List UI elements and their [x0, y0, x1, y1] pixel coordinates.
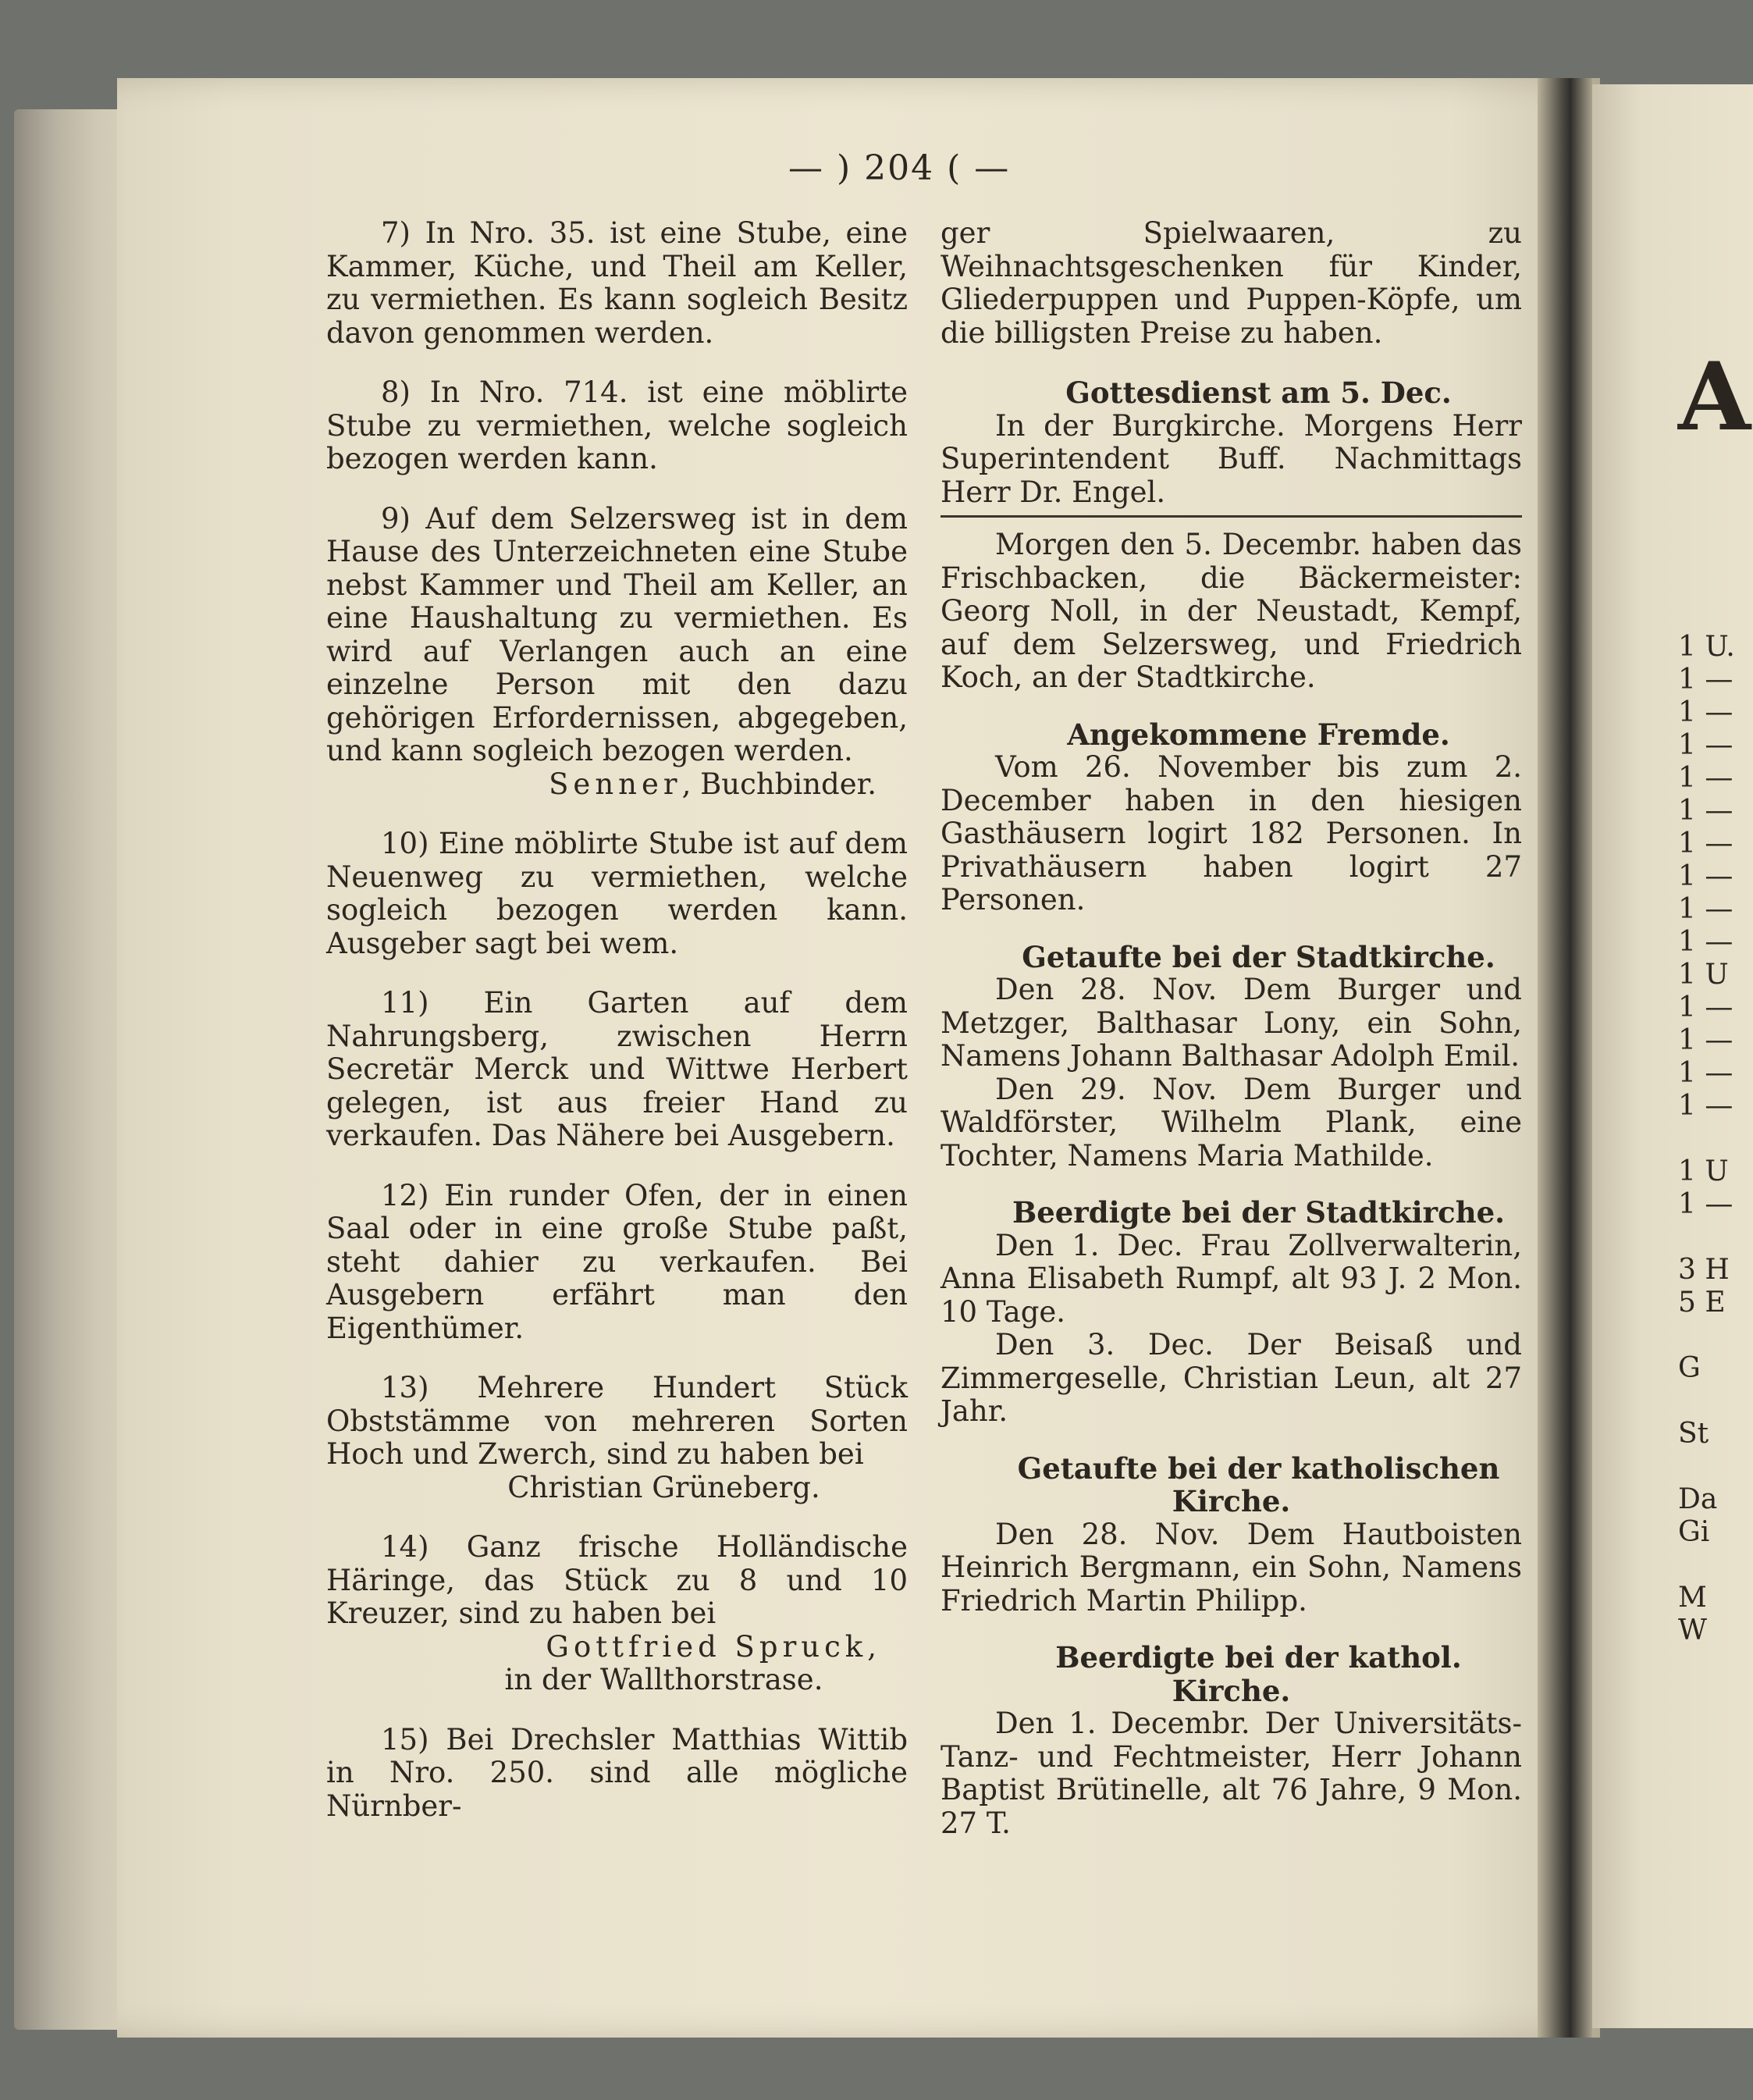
ad-text: 15) Bei Drechsler Matthias Wittib in Nro. 250. sind alle mögliche Nürnber- [326, 1722, 908, 1823]
section-paragraph: Den 28. Nov. Dem Hautboisten Heinrich Bergmann, ein Sohn, Namens Friedrich Martin Philipp. [941, 1517, 1522, 1618]
adjacent-page-line: 1 — [1678, 1090, 1733, 1122]
ad-text: 13) Mehrere Hundert Stück Obststämme von mehreren Sorten Hoch und Zwerch, sind zu haben bei [326, 1371, 908, 1471]
adjacent-page-line: W [1678, 1614, 1708, 1646]
adjacent-page-line: 5 E [1678, 1287, 1726, 1319]
adjacent-page-line: 1 — [1678, 762, 1733, 794]
signature-suffix: , Buchbinder. [681, 767, 876, 801]
adjacent-page-line: 1 — [1678, 860, 1733, 892]
ad-text: 10) Eine möblirte Stube ist auf dem Neuenweg zu vermiethen, welche sogleich bezogen werden kann. Ausgeber sagt bei wem. [326, 827, 908, 960]
section-paragraph: Den 1. Dec. Frau Zollverwalterin, Anna Elisabeth Rumpf, alt 93 J. 2 Mon. 10 Tage. [941, 1228, 1522, 1329]
ad-entry [326, 828, 908, 960]
adjacent-page-line: 1 — [1678, 1057, 1733, 1089]
ad-text: 12) Ein runder Ofen, der in einen Saal oder in eine große Stube paßt, steht dahier zu verkaufen. Bei Ausgebern erfährt man den Eigenthümer. [326, 1178, 908, 1345]
adjacent-page-lines [1678, 631, 1735, 1647]
adjacent-page-line: 1 — [1678, 795, 1733, 827]
ad-entry [326, 1372, 908, 1504]
adjacent-page-line: G [1678, 1352, 1701, 1384]
adjacent-page-line: 1 — [1678, 828, 1733, 860]
ad-signature: Christian Grüneberg. [507, 1470, 820, 1504]
section-paragraph: Den 1. Decembr. Der Universitäts-Tanz- und Fechtmeister, Herr Johann Baptist Brütinelle, alt 76 Jahre, 9 Mon. 27 T. [941, 1707, 1522, 1840]
adjacent-page-line: M [1678, 1582, 1707, 1614]
ad-signature [326, 1631, 908, 1664]
right-text-column [941, 217, 1522, 1863]
notice-section [941, 529, 1522, 695]
adjacent-page-line: 1 — [1678, 696, 1733, 728]
adjacent-page-line: 1 U [1678, 1155, 1729, 1187]
signature-address: in der Wallthorstrase. [504, 1663, 823, 1696]
book-gutter [1538, 78, 1592, 2038]
ad-text: 11) Ein Garten auf dem Nahrungsberg, zwischen Herrn Secretär Merck und Wittwe Herbert gelegen, ist aus freier Hand zu verkaufen. Das Nähere bei Ausgebern. [326, 986, 908, 1152]
section-paragraph: Den 29. Nov. Dem Burger und Waldförster, Wilhelm Plank, eine Tochter, Namens Maria Mathilde. [941, 1072, 1522, 1173]
adjacent-page-line: 1 — [1678, 893, 1733, 925]
ad-text: 14) Ganz frische Holländische Häringe, das Stück zu 8 und 10 Kreuzer, sind zu haben bei [326, 1530, 908, 1630]
notice-section [941, 1452, 1522, 1618]
continued-ad [941, 217, 1522, 350]
adjacent-page-initial: A [1678, 342, 1751, 452]
ad-entry [326, 1724, 908, 1824]
section-divider [941, 515, 1522, 518]
adjacent-page-line: Da [1678, 1483, 1718, 1515]
adjacent-page-line: 1 — [1678, 991, 1733, 1023]
section-paragraph: Morgen den 5. Decembr. haben das Frischbacken, die Bäckermeister: Georg Noll, in der Neustadt, Kempf, auf dem Selzersweg, und Friedrich Koch, an der Stadtkirche. [941, 528, 1522, 694]
adjacent-page-line [1678, 1319, 1735, 1352]
left-text-column [326, 217, 908, 1849]
adjacent-page-line: 1 — [1678, 926, 1733, 958]
section-heading: Getaufte bei der katholischen Kirche. [1017, 1450, 1500, 1518]
ad-entry [326, 1531, 908, 1697]
adjacent-page-line: 1 U [1678, 959, 1729, 991]
section-paragraph: In der Burgkirche. Morgens Herr Superintendent Buff. Nachmittags Herr Dr. Engel. [941, 408, 1522, 509]
adjacent-page-line: 1 — [1678, 729, 1733, 761]
adjacent-page-line: 1 — [1678, 1188, 1733, 1220]
section-paragraph: Vom 26. November bis zum 2. December haben in den hiesigen Gasthäusern logirt 182 Personen. In Privathäusern haben logirt 27 Personen. [941, 750, 1522, 917]
section-heading: Getaufte bei der Stadtkirche. [1022, 939, 1495, 974]
adjacent-page-line [1678, 1385, 1735, 1418]
adjacent-page-line: 1 — [1678, 664, 1733, 696]
adjacent-page-line [1678, 1123, 1735, 1155]
ad-entry [326, 217, 908, 350]
adjacent-page-line: Gi [1678, 1516, 1710, 1548]
ad-entry [326, 1180, 908, 1346]
ad-text: 7) In Nro. 35. ist eine Stube, eine Kammer, Küche, und Theil am Keller, zu vermiethen. Es kann sogleich Besitz davon genommen werden. [326, 216, 908, 350]
ad-entry [326, 503, 908, 802]
adjacent-page-line [1678, 1450, 1735, 1483]
ad-signature [326, 768, 908, 802]
adjacent-page [1592, 84, 1753, 2028]
notice-section [941, 1641, 1522, 1840]
notice-section [941, 718, 1522, 917]
signature-name: Gottfried Spruck [546, 1629, 868, 1664]
ad-entry [326, 987, 908, 1153]
adjacent-page-line: 3 H [1678, 1254, 1730, 1286]
section-heading: Gottesdienst am 5. Dec. [1065, 376, 1452, 410]
adjacent-page-line [1678, 1549, 1735, 1582]
section-heading: Beerdigte bei der kathol. Kirche. [1055, 1640, 1462, 1708]
notice-section [941, 1196, 1522, 1429]
adjacent-page-line: 1 — [1678, 1024, 1733, 1056]
section-heading: Angekommene Fremde. [1067, 717, 1450, 752]
ad-text: 9) Auf dem Selzersweg ist in dem Hause des Unterzeichneten eine Stube nebst Kammer und Theil am Keller, an eine Haushaltung zu vermiethen. Es wird auf Verlangen auch an eine einzelne Person mit den dazu gehörigen Erfordernissen, abgegeben, und kann sogleich bezogen werden. [326, 501, 908, 767]
ad-text: 8) In Nro. 714. ist eine möblirte Stube zu vermiethen, welche sogleich bezogen werden kann. [326, 376, 908, 475]
ad-text-continuation: ger Spielwaaren, zu Weihnachtsgeschenken für Kinder, Gliederpuppen und Puppen-Köpfe, um die billigsten Preise zu haben. [941, 216, 1522, 350]
signature-name: Senner [549, 767, 682, 801]
section-heading: Beerdigte bei der Stadtkirche. [1012, 1195, 1506, 1230]
book-edge [14, 109, 131, 2030]
adjacent-page-line: St [1678, 1418, 1709, 1450]
signature-suffix: , [867, 1629, 876, 1664]
section-paragraph: Den 28. Nov. Dem Burger und Metzger, Balthasar Lony, ein Sohn, Namens Johann Balthasar Adolph Emil. [941, 973, 1522, 1073]
page-number-header: — ) 204 ( — [788, 148, 1011, 188]
adjacent-page-line: 1 U. [1678, 631, 1735, 663]
adjacent-page-line [1678, 1221, 1735, 1254]
notice-section [941, 941, 1522, 1173]
ad-entry [326, 376, 908, 476]
section-paragraph: Den 3. Dec. Der Beisaß und Zimmergeselle, Christian Leun, alt 27 Jahr. [941, 1328, 1522, 1428]
notice-section [941, 376, 1522, 518]
